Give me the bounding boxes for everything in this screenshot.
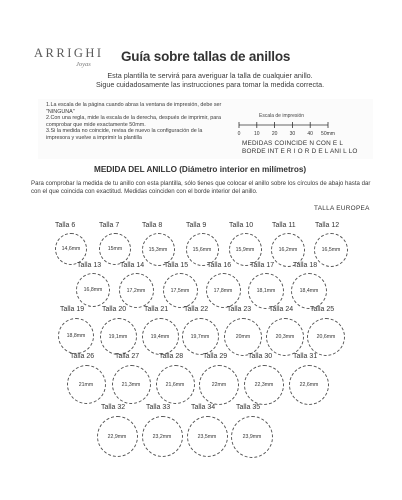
ring-size-label: Talla 19 xyxy=(60,306,85,313)
ring-diameter-mm: 21,6mm xyxy=(165,381,185,388)
intro-line: Sigue cuidadosamente las instrucciones para tomar la medida correcta. xyxy=(95,80,325,89)
ring-diameter-mm: 19,7mm xyxy=(190,333,210,340)
ring-diameter-mm: 15,3mm xyxy=(148,246,168,253)
ring-size-label: Talla 33 xyxy=(146,404,171,411)
ring-diameter-mm: 23,5mm xyxy=(197,433,217,440)
ring-diameter-mm: 23,9mm xyxy=(242,434,262,440)
scale-tick-label: 10 xyxy=(254,131,260,137)
ring-circle xyxy=(307,318,345,356)
intro-text xyxy=(60,71,360,89)
ring-diameter-mm: 21mm xyxy=(78,381,94,388)
ring-size-label: Talla 7 xyxy=(99,222,120,229)
ring-diameter-mm: 15mm xyxy=(107,246,123,252)
ring-diameter-mm: 20,6mm xyxy=(316,334,336,340)
ring-diameter-mm: 17,2mm xyxy=(126,287,146,294)
scale-label: Escala de impresión xyxy=(259,113,305,119)
instruction-item: 3.Si la medida no coincide, revisa de nuevo la configuración de la impresora y vuelve a imprimir la plantilla xyxy=(46,128,203,141)
ring-circle xyxy=(58,318,94,354)
ring-circle xyxy=(163,273,198,308)
ring-circle xyxy=(119,273,154,308)
brand-logo xyxy=(34,46,104,68)
ring-diameter-mm: 16,8mm xyxy=(83,287,103,293)
match-note xyxy=(242,140,382,158)
ring-size-label: Talla 8 xyxy=(142,222,163,229)
ring-circle xyxy=(112,365,151,404)
page-title: Guía sobre tallas de anillos xyxy=(121,49,291,64)
intro-line: Esta plantilla te servirá para averiguar la talla de cualquier anillo. xyxy=(107,71,313,80)
ring-size-label: Talla 10 xyxy=(229,222,254,229)
ring-size-label: Talla 17 xyxy=(250,262,275,269)
ring-diameter-mm: 17,8mm xyxy=(213,287,233,294)
ring-diameter-mm: 22,9mm xyxy=(107,433,127,440)
ring-circle xyxy=(67,365,106,404)
ring-circle xyxy=(206,273,241,308)
scale-tick-label: 0 xyxy=(237,131,241,137)
ring-diameter-mm: 16,2mm xyxy=(278,247,298,253)
ring-circle xyxy=(231,416,273,458)
ring-diameter-mm: 15,6mm xyxy=(192,246,212,253)
ring-size-label: Talla 16 xyxy=(207,262,232,269)
scale-tick-label: 20 xyxy=(271,131,278,137)
ring-size-label: Talla 23 xyxy=(227,306,252,313)
match-note-line: BORDE INT E R I O R D E L ANI L LO xyxy=(242,148,358,155)
ring-diameter-mm: 22mm xyxy=(211,382,227,388)
instruction-item: 1.La escala de la página cuando abras la ventana de impresión, debe ser "NINGUNA" xyxy=(46,102,222,115)
ring-diameter-mm: 21,3mm xyxy=(121,381,141,388)
ring-size-label: Talla 18 xyxy=(293,262,318,269)
ring-diameter-mm: 20,3mm xyxy=(275,334,295,340)
section-title: MEDIDA DEL ANILLO (Diámetro interior en milímetros) xyxy=(94,165,307,174)
ring-size-label: Talla 32 xyxy=(101,404,126,411)
ring-circle xyxy=(142,318,179,355)
ring-circle xyxy=(100,318,137,355)
ring-size-label: Talla 12 xyxy=(315,222,340,229)
ring-diameter-mm: 18,1mm xyxy=(256,288,276,294)
ring-size-label: Talla 9 xyxy=(186,222,207,229)
ring-diameter-mm: 19,4mm xyxy=(150,333,170,340)
section-text: Para comprobar la medida de tu anillo con esta plantilla, sólo tienes que colocar el anillo sobre los círculos de abajo hasta dar con el que coincida con exactitud. Medidas coinciden con el borde interior del anillo. xyxy=(31,180,371,195)
ring-circle xyxy=(156,365,195,404)
ring-circle xyxy=(142,416,183,457)
ring-circle xyxy=(187,416,228,457)
brand-sub: Joyas xyxy=(76,61,91,68)
ring-diameter-mm: 19,1mm xyxy=(108,333,128,340)
ring-circle xyxy=(99,233,131,265)
ring-circle xyxy=(314,233,348,267)
ring-size-label: Talla 22 xyxy=(184,306,209,313)
ring-diameter-mm: 18,4mm xyxy=(299,288,319,294)
ring-size-label: Talla 14 xyxy=(120,262,145,269)
ring-size-label: Talla 6 xyxy=(55,222,76,229)
scale-tick-label: 50mm xyxy=(321,131,335,137)
ring-size-label: Talla 35 xyxy=(236,404,261,411)
ring-size-label: Talla 26 xyxy=(70,353,95,360)
match-note-line: MEDIDAS COINCIDE N CON E L xyxy=(242,140,344,147)
ring-circle xyxy=(199,365,239,405)
ring-circle xyxy=(289,365,329,405)
ring-circle xyxy=(55,233,87,265)
ring-size-label: Talla 31 xyxy=(293,353,318,360)
print-scale-ruler xyxy=(235,119,341,137)
ring-circle xyxy=(182,318,219,355)
ring-diameter-mm: 23,2mm xyxy=(152,433,172,440)
ring-diameter-mm: 22,3mm xyxy=(254,382,274,388)
ring-diameter-mm: 15,9mm xyxy=(235,246,255,253)
ring-size-label: Talla 28 xyxy=(159,353,184,360)
ring-circle xyxy=(266,318,304,356)
ring-size-label: Talla 29 xyxy=(203,353,228,360)
euro-size-label: TALLA EUROPEA xyxy=(314,205,370,212)
ring-circle xyxy=(76,273,110,307)
scale-tick-label: 30 xyxy=(289,131,296,137)
ring-diameter-mm: 16,5mm xyxy=(321,247,341,253)
ring-size-label: Talla 20 xyxy=(102,306,127,313)
ring-circle xyxy=(224,318,262,356)
ring-diameter-mm: 20mm xyxy=(235,334,251,340)
instruction-item: 2.Con una regla, mide la escala de la derecha, después de imprimir, para comprobar que mide exactamente 50mm. xyxy=(46,115,221,128)
instructions-list xyxy=(46,102,224,142)
brand-name: ARRIGHI xyxy=(34,46,104,60)
ring-circle xyxy=(97,416,138,457)
ring-circle xyxy=(291,273,327,309)
ring-size-label: Talla 34 xyxy=(191,404,216,411)
ring-circle xyxy=(248,273,284,309)
ring-size-label: Talla 13 xyxy=(77,262,102,269)
ring-size-label: Talla 27 xyxy=(115,353,140,360)
ring-size-label: Talla 30 xyxy=(248,353,273,360)
ring-diameter-mm: 17,5mm xyxy=(170,287,190,294)
ring-size-label: Talla 15 xyxy=(164,262,189,269)
ring-diameter-mm: 18,8mm xyxy=(66,333,86,339)
ring-size-label: Talla 25 xyxy=(310,306,335,313)
ring-size-label: Talla 11 xyxy=(272,222,296,229)
scale-tick-label: 40 xyxy=(307,131,313,137)
ring-size-label: Talla 24 xyxy=(269,306,294,313)
ring-diameter-mm: 22,6mm xyxy=(299,382,319,388)
ring-diameter-mm: 14,6mm xyxy=(61,246,81,252)
ring-circle xyxy=(244,365,284,405)
ring-size-label: Talla 21 xyxy=(144,306,169,313)
